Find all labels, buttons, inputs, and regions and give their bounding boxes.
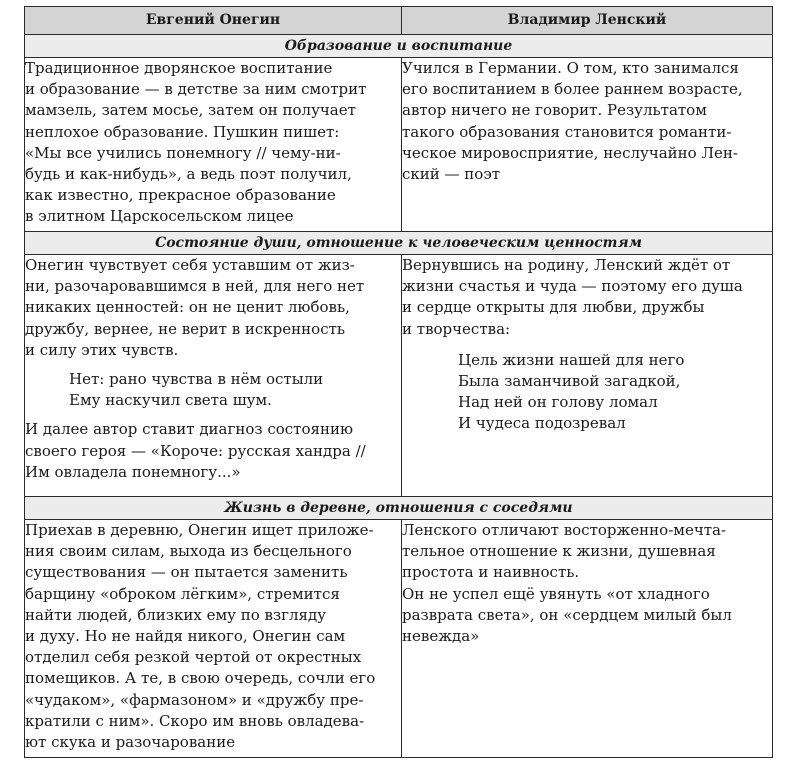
onegin-village-cell: [25, 520, 402, 758]
onegin-soul-cell: [25, 255, 402, 497]
section-row-village: [25, 497, 773, 520]
onegin-soul-text2: И далее автор ставит диагноз состоянию своего героя — «Короче: русская хандра // Им овладела понемногу...»: [25, 420, 366, 481]
onegin-soul-verse: Нет: рано чувства в нём остыли Ему наскучил света шум.: [69, 370, 324, 410]
lensky-education-cell: [402, 58, 773, 232]
lensky-soul-cell: [402, 255, 773, 497]
onegin-soul-text: Онегин чувствует себя уставшим от жиз- ни, разочаровавшимся в ней, для него нет никаких ценностей: он не ценит любовь, дружбу, вернее, не верит в искренность и силу этих чувств.: [25, 256, 365, 359]
onegin-village-text: Приехав в деревню, Онегин ищет приложе- ния своим силам, выхода из бесцельного существования — он пытается заменить барщину «оброком лёгким», стремится найти людей, близких ему по взгляду и духу. Но не найдя никого, Онегин сам отделил себя резкой чертой от окрестных помещиков. А те, в свою очередь, сочли его «чудаком», «фармазоном» и «дружбу пре- кратили с ним». Скоро им вновь овладева- ют скука и разочарование: [25, 521, 376, 752]
section-title-education: Образование и воспитание: [25, 35, 773, 58]
column-header-onegin: Евгений Онегин: [25, 7, 402, 35]
header-row: [25, 7, 773, 35]
lensky-village-text: Ленского отличают восторженно-мечта- тельное отношение к жизни, душевная простота и наивность. Он не успел ещё увянуть «от хладного разврата света», он «сердцем милый был невежда»: [402, 521, 732, 646]
lensky-soul-verse: Цель жизни нашей для него Была заманчивой загадкой, Над ней он голову ломал И чудеса подозревал: [458, 350, 685, 433]
section-title-soul: Состояние души, отношение к человеческим ценностям: [25, 232, 773, 255]
table-row-education: [25, 58, 773, 232]
onegin-education-cell: [25, 58, 402, 232]
section-row-education: [25, 35, 773, 58]
onegin-education-text: Традиционное дворянское воспитание и образование — в детстве за ним смотрит мамзель, затем мосье, затем он получает неплохое образование. Пушкин пишет: «Мы все учились понемногу // чему-ни- будь и как-нибудь», а ведь поэт получил, как известно, прекрасное образование в элитном Царскосельском лицее: [25, 59, 367, 226]
comparison-table: [24, 6, 773, 758]
lensky-education-text: Учился в Германии. О том, кто занимался его воспитанием в более раннем возрасте, автор ничего не говорит. Результатом такого образования становится романти- ческое мировосприятие, неслучайно Лен- ский — поэт: [402, 59, 743, 184]
column-header-lensky: Владимир Ленский: [402, 7, 773, 35]
table-row-village: [25, 520, 773, 758]
section-row-soul: [25, 232, 773, 255]
section-title-village: Жизнь в деревне, отношения с соседями: [25, 497, 773, 520]
lensky-village-cell: [402, 520, 773, 758]
lensky-soul-text: Вернувшись на родину, Ленский ждёт от жизни счастья и чуда — поэтому его душа и сердце открыты для любви, дружбы и творчества:: [402, 256, 743, 338]
table-row-soul: [25, 255, 773, 497]
